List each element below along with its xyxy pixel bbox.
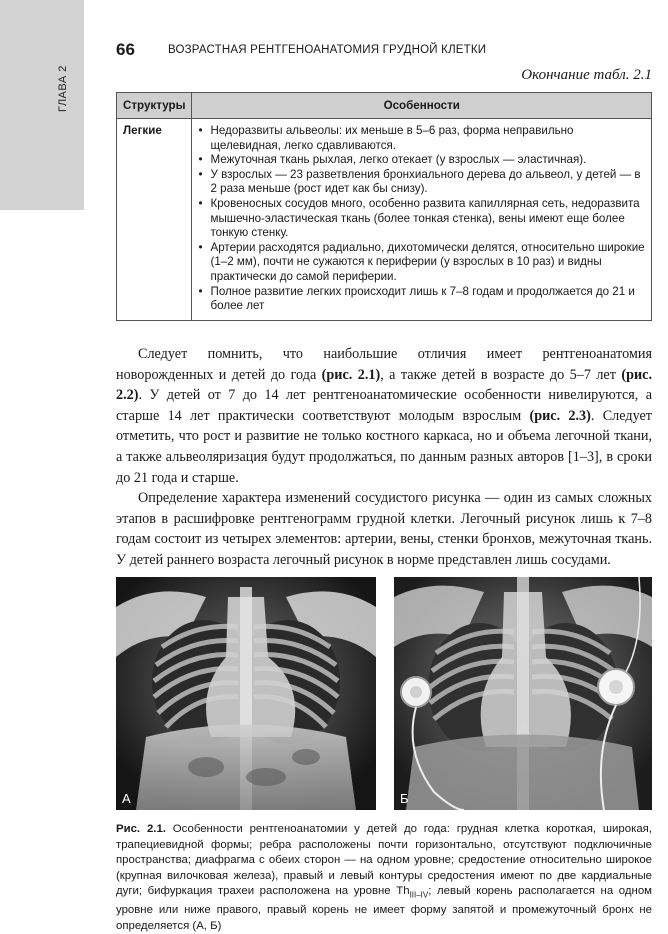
paragraph-2: Определение характера изменений сосудистого рисунка — один из самых сложных этапов в расшифровке рентгенограмм грудной клетки. Легочный рисунок лишь к 7–8 годам состоит из четырех элементов: артерии, вены, стенки бронхов, межуточная ткань. У детей раннего возраста легочный рисунок в норме представлен лишь сосудами. [116, 490, 652, 568]
text-run: . У детей от 7 до 14 лет рентгеноанатомические особенности нивелируются, а старше 14 лет практически соответствуют молодым взрослым [116, 387, 652, 424]
text-run: . Следует отметить, что рост и развитие не только костного каркаса, но и объема легочной ткани, а также альвеоляризация будут продолжаться, по данным разных авторов [1–3], в сроки до 21 года и старше. [116, 407, 652, 486]
chapter-side-tab [0, 0, 84, 210]
page-number: 66 [116, 40, 135, 59]
paragraph-1 [116, 344, 652, 488]
table-row [117, 119, 652, 321]
page-header [116, 40, 652, 62]
chapter-label: ГЛАВА 2 [57, 65, 69, 112]
list-item: • Артерии расходятся радиально, дихотомически делятся, относительно широкие (1–2 мм), почти не сужаются к периферии (у взрослых в 10 раз) и видны практически до самой периферии. [198, 241, 645, 285]
table-caption: Окончание табл. 2.1 [521, 67, 652, 83]
xray-image-a [116, 577, 376, 810]
list-item: • Кровеносных сосудов много, особенно развита капиллярная сеть, недоразвита мышечно-эластическая ткань (более тонкая стенка), вены имеют еще более тонкую стенку. [198, 197, 645, 241]
features-cell [192, 119, 652, 321]
text-run: Следует помнить, что наибольшие отличия имеет рентгеноанатомия новорожденных и детей до года [116, 346, 652, 383]
figure-label-a: А [122, 791, 131, 806]
text-run: , а также детей в возрасте до 5–7 лет [380, 366, 622, 383]
structure-cell: Легкие [117, 119, 192, 321]
figure-ref-2-1: (рис. 2.1) [321, 366, 381, 383]
figure-caption-label: Рис. 2.1. [116, 823, 166, 835]
figure-ref-2-2: (рис. 2.2) [116, 366, 652, 404]
figure-caption [116, 822, 652, 934]
table-header-structures: Структуры [117, 93, 192, 119]
structures-table [116, 92, 652, 321]
figure-label-b: Б [400, 791, 409, 806]
figure-caption-subscript: III–IV [409, 890, 429, 900]
figure-caption-text-end: ; левый корень располагается на одном уровне или ниже правого, правый корень не имеет форму запятой и промежуточный бронх не определяется (А, Б) [116, 885, 652, 932]
features-list [198, 124, 645, 314]
body-text [116, 344, 652, 571]
table-header-features: Особенности [192, 93, 652, 119]
figure-caption-text: Особенности рентгеноанатомии у детей до года: грудная клетка короткая, широкая, трапециевидной формы; ребра расположены почти горизонтально, отсутствуют подключичные пространства; диафрагма с обеих сторон — на одном уровне; средостение относительно широкое (крупная вилочковая железа), правый и левый контуры средостения имеют по две кардиальные дуги; бифуркация трахеи расположена на уровне Th [116, 823, 652, 898]
xray-b-illustration [394, 577, 652, 810]
list-item: • У взрослых — 23 разветвления бронхиального дерева до альвеол, у детей — в 2 раза меньше (рост идет как бы снизу). [198, 168, 645, 197]
xray-a-illustration [116, 577, 376, 810]
running-title: ВОЗРАСТНАЯ РЕНТГЕНОАНАТОМИЯ ГРУДНОЙ КЛЕТКИ [168, 44, 487, 56]
figure-ref-2-3: (рис. 2.3) [529, 407, 591, 424]
list-item: • Полное развитие легких происходит лишь к 7–8 годам и продолжается до 21 и более лет [198, 285, 645, 314]
list-item: • Межуточная ткань рыхлая, легко отекает (у взрослых — эластичная). [198, 153, 645, 168]
list-item: • Недоразвиты альвеолы: их меньше в 5–6 раз, форма неправильно щелевидная, легко сдавливаются. [198, 124, 645, 153]
xray-image-b [394, 577, 652, 810]
table-header-row [117, 93, 652, 119]
